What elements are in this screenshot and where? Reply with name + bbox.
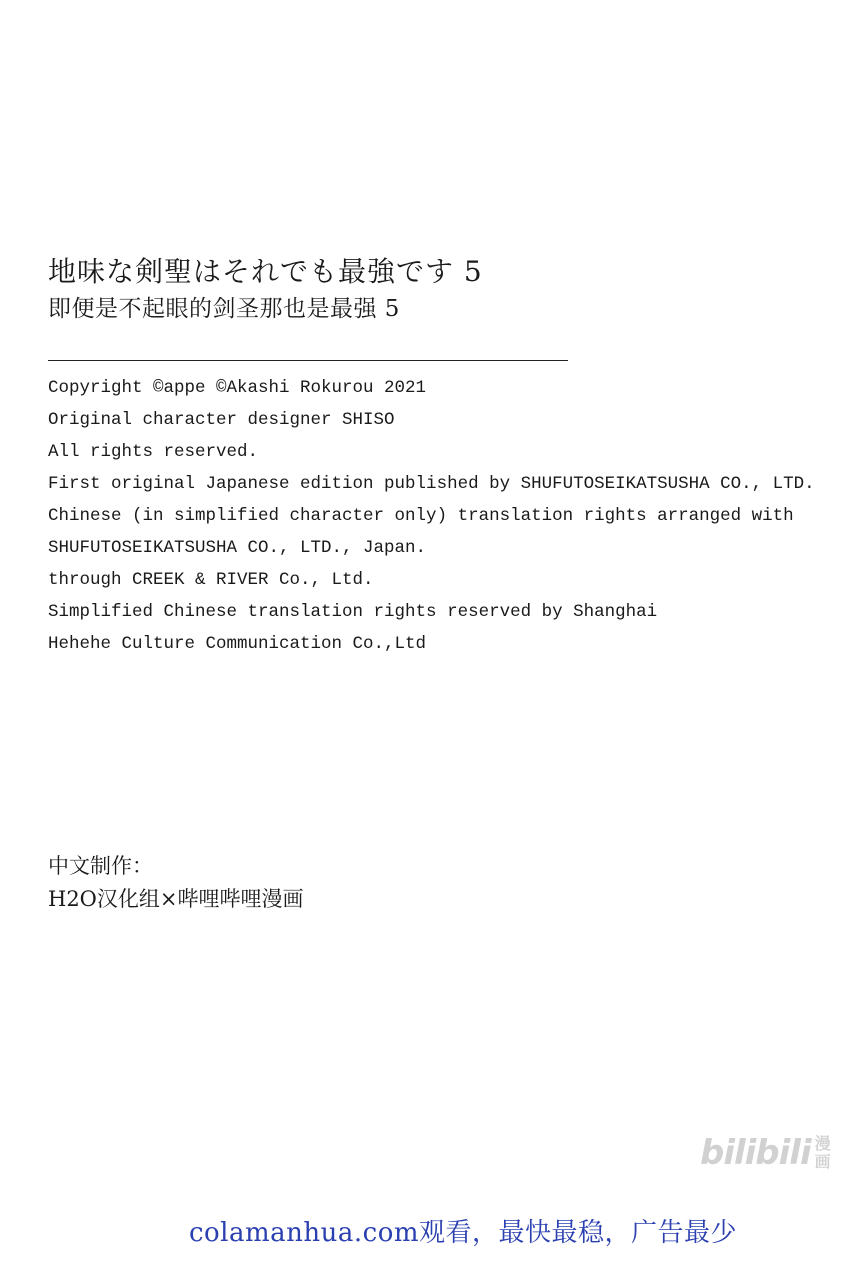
credit-value: H2O汉化组×哔哩哔哩漫画 bbox=[48, 887, 304, 911]
credit-label: 中文制作： bbox=[48, 854, 153, 878]
watermark-tag-line: 画 bbox=[814, 1152, 831, 1171]
bilibili-logo-icon: bilibili bbox=[700, 1133, 811, 1173]
copyright-line: Copyright ©appe ©Akashi Rokurou 2021 bbox=[48, 378, 427, 398]
copyright-line: All rights reserved. bbox=[48, 442, 259, 462]
footer-ad-text bbox=[0, 1212, 846, 1249]
chinese-title: 即便是不起眼的剑圣那也是最强 5 bbox=[48, 296, 400, 322]
copyright-line: Original character designer SHISO bbox=[48, 410, 395, 430]
copyright-line: SHUFUTOSEIKATSUSHA CO., LTD., Japan. bbox=[48, 538, 427, 558]
watermark-tag-line: 漫 bbox=[814, 1134, 831, 1153]
watermark-tag bbox=[815, 1135, 831, 1171]
japanese-title: 地味な剣聖はそれでも最強です 5 bbox=[48, 255, 483, 288]
bilibili-comics-watermark bbox=[700, 1130, 831, 1176]
copyright-line: Simplified Chinese translation rights reserved by Shanghai bbox=[48, 602, 658, 622]
footer-ad-link[interactable]: colamanhua.com观看，最快最稳，广告最少 bbox=[188, 1218, 738, 1248]
copyright-line: First original Japanese edition published by SHUFUTOSEIKATSUSHA CO., LTD. bbox=[48, 474, 815, 494]
copyright-line: Chinese (in simplified character only) translation rights arranged with bbox=[48, 506, 794, 526]
copyright-block bbox=[48, 372, 838, 660]
copyright-line: Hehehe Culture Communication Co.,Ltd bbox=[48, 634, 427, 654]
divider bbox=[48, 360, 568, 361]
copyright-line: through CREEK & RIVER Co., Ltd. bbox=[48, 570, 374, 590]
